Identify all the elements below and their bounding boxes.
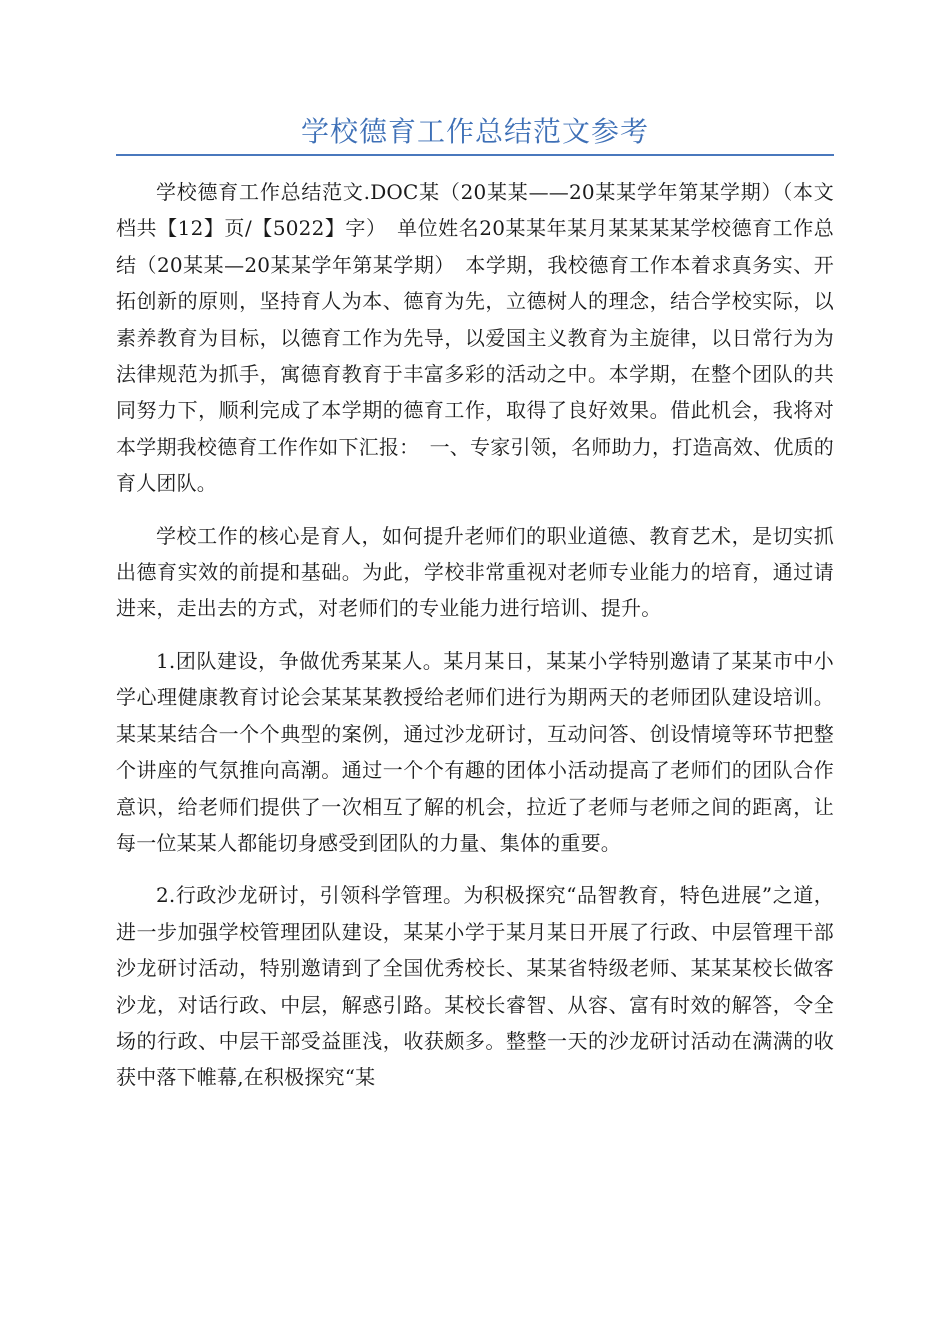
document-body [116, 174, 834, 1112]
paragraph-team-building: 1.团队建设，争做优秀某某人。某月某日，某某小学特别邀请了某某市中小学心理健康教育讨论会某某某教授给老师们进行为期两天的老师团队建设培训。某某某结合一个个典型的案例，通过沙龙研讨，互动问答、创设情境等环节把整个讲座的气氛推向高潮。通过一个个有趣的团体小活动提高了老师们的团队合作意识，给老师们提供了一次相互了解的机会，拉近了老师与老师之间的距离，让每一位某某人都能切身感受到团队的力量、集体的重要。 [116, 648, 834, 855]
title-underline [116, 154, 834, 156]
paragraph-core: 学校工作的核心是育人，如何提升老师们的职业道德、教育艺术，是切实抓出德育实效的前提和基础。为此，学校非常重视对老师专业能力的培育，通过请进来，走出去的方式，对老师们的专业能力进行培训、提升。 [116, 523, 834, 621]
document-title: 学校德育工作总结范文参考 [300, 115, 649, 148]
paragraph-intro: 学校德育工作总结范文.DOC某（20某某——20某某学年第某学期）（本文档共【12】页/【5022】字） 单位姓名20某某年某月某某某某学校德育工作总结（20某某—20某某学年第某学期） 本学期，我校德育工作本着求真务实、开拓创新的原则，坚持育人为本、德育为先，立德树人的理念，结合学校实际，以素养教育为目标，以德育工作为先导，以爱国主义教育为主旋律，以日常行为为法律规范为抓手，寓德育教育于丰富多彩的活动之中。本学期，在整个团队的共同努力下，顺利完成了本学期的德育工作，取得了良好效果。借此机会，我将对本学期我校德育工作作如下汇报： 一、专家引领，名师助力，打造高效、优质的育人团队。 [116, 180, 834, 496]
paragraph-salon: 2.行政沙龙研讨，引领科学管理。为积极探究“品智教育，特色进展”之道，进一步加强学校管理团队建设，某某小学于某月某日开展了行政、中层管理干部沙龙研讨活动，特别邀请到了全国优秀校长、某某省特级老师、某某某校长做客沙龙，对话行政、中层，解惑引路。某校长睿智、从容、富有时效的解答，令全场的行政、中层干部受益匪浅，收获颇多。整整一天的沙龙研讨活动在满满的收获中落下帷幕,在积极探究“某 [116, 883, 834, 1090]
